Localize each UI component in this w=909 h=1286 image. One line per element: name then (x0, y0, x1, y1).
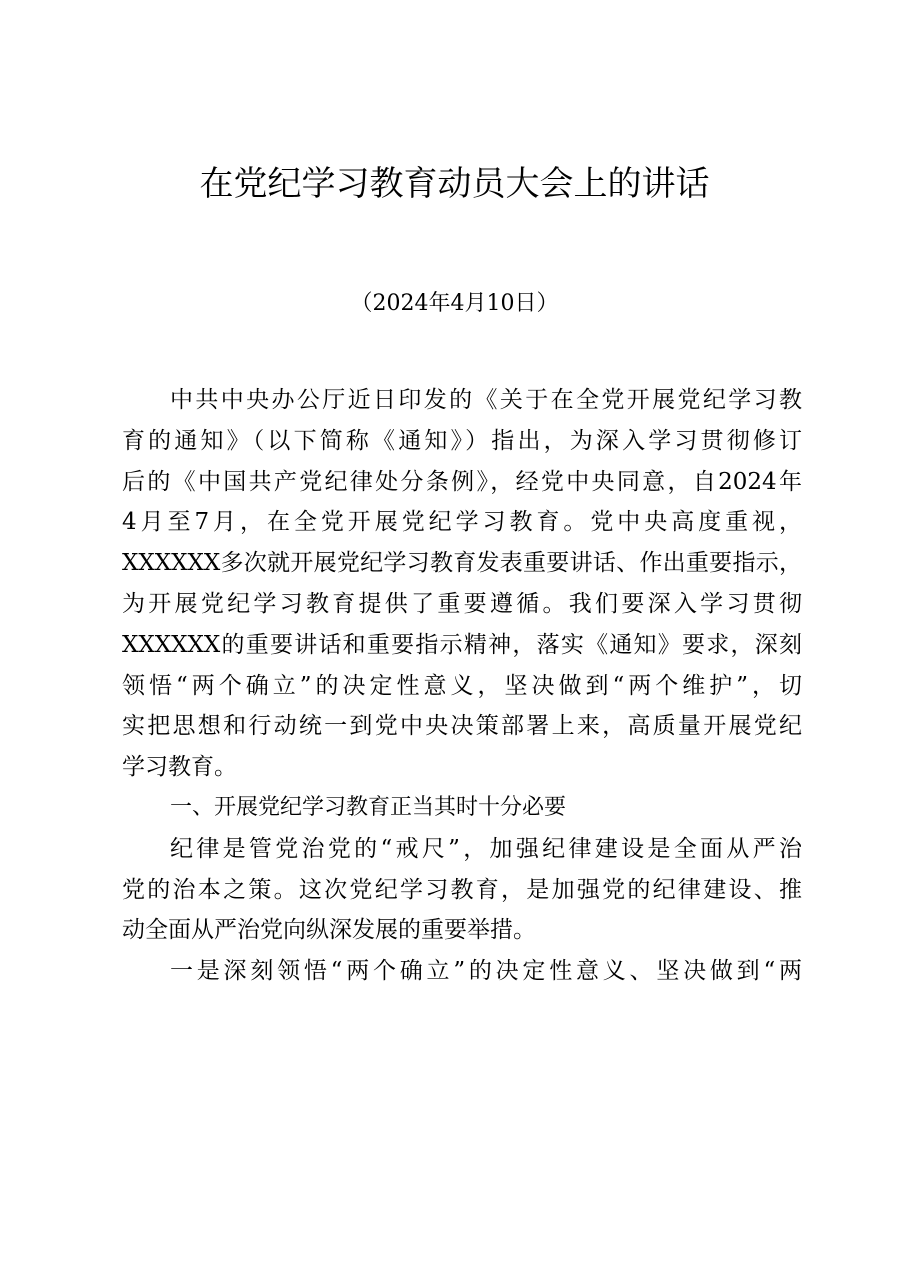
section-heading-1 (122, 788, 802, 829)
paragraph-2 (122, 829, 802, 951)
paragraph-line: 领悟“两个确立”的决定性意义，坚决做到“两个维护”，切 (122, 672, 802, 699)
paragraph-line: 育的通知》（以下简称《通知》）指出，为深入学习贯彻修订 (122, 427, 802, 454)
paragraph-line: 党的治本之策。这次党纪学习教育，是加强党的纪律建设、推 (122, 876, 802, 903)
paragraph-line: 动全面从严治党向纵深发展的重要举措。 (122, 917, 536, 944)
paragraph-3 (122, 951, 802, 992)
paragraph-line: 纪律是管党治党的“戒尺”，加强纪律建设是全面从严治 (170, 835, 802, 862)
paragraph-line: XXXXXX的重要讲话和重要指示精神，落实《通知》要求，深刻 (122, 631, 802, 658)
paragraph-line: XXXXXX多次就开展党纪学习教育发表重要讲话、作出重要指示， (122, 550, 802, 577)
document-title: 在党纪学习教育动员大会上的讲话 (199, 164, 710, 204)
paragraph-line: 学习教育。 (122, 754, 237, 781)
paragraph-line: 4月至7月，在全党开展党纪学习教育。党中央高度重视， (122, 509, 802, 536)
paragraph-line: 中共中央办公厅近日印发的《关于在全党开展党纪学习教 (170, 387, 802, 413)
paragraph-line: 实把思想和行动统一到党中央决策部署上来，高质量开展党纪 (122, 713, 802, 740)
paragraph-line: 后的《中国共产党纪律处分条例》，经党中央同意，自2024年 (122, 468, 802, 495)
document-date: （2024年4月10日） (350, 291, 559, 316)
paragraph-line: 一是深刻领悟“两个确立”的决定性意义、坚决做到“两 (170, 958, 802, 985)
document-body (122, 380, 802, 992)
paragraph-line: 为开展党纪学习教育提供了重要遵循。我们要深入学习贯彻 (122, 590, 802, 617)
section-heading: 一、开展党纪学习教育正当其时十分必要 (170, 794, 567, 820)
paragraph-1 (122, 380, 802, 788)
